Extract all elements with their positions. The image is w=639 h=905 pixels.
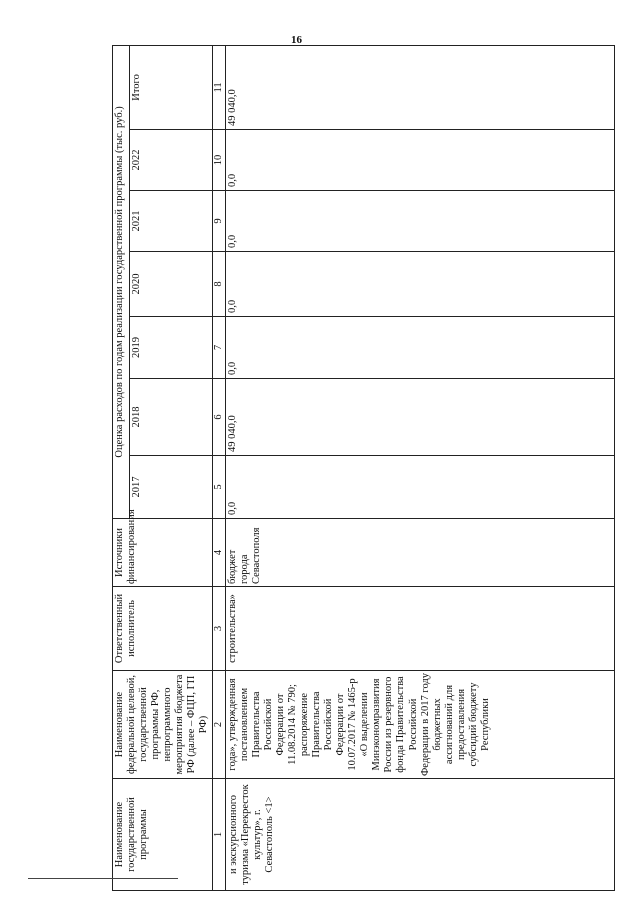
col-number: 9 xyxy=(212,191,225,252)
footer-rule xyxy=(28,878,178,879)
header-program: Наименование государственной программы xyxy=(113,779,213,891)
col-number: 8 xyxy=(212,252,225,317)
header-year-2017: 2017 xyxy=(129,456,212,519)
cell-2017: 0,0 xyxy=(225,456,614,519)
cell-2019: 0,0 xyxy=(225,317,614,379)
col-number: 7 xyxy=(212,317,225,379)
header-estimate: Оценка расходов по годам реализации государственной программы (тыс. руб.) xyxy=(113,45,130,518)
table-row xyxy=(225,45,614,890)
page-number: 16 xyxy=(291,34,302,46)
program-expenses-table xyxy=(112,45,615,891)
header-row-1 xyxy=(113,45,130,890)
col-number: 4 xyxy=(212,519,225,587)
cell-executor: строительства» xyxy=(225,587,614,671)
header-year-2019: 2019 xyxy=(129,317,212,379)
header-executor: Ответственный исполнитель xyxy=(113,587,213,671)
col-number: 1 xyxy=(212,779,225,891)
col-number: 11 xyxy=(212,45,225,129)
header-sources: Источники финансирования xyxy=(113,519,213,587)
column-number-row xyxy=(212,45,225,890)
header-fcp: Наименование федеральной целевой, государственной программы РФ, непрограммного мероприятия бюджета РФ (далее – ФЦП, ГП РФ) xyxy=(113,671,213,779)
col-number: 3 xyxy=(212,587,225,671)
cell-sources: бюджет города Севастополя xyxy=(225,519,614,587)
header-year-2018: 2018 xyxy=(129,379,212,456)
cell-2020: 0,0 xyxy=(225,252,614,317)
cell-total: 49 040,0 xyxy=(225,45,614,129)
col-number: 10 xyxy=(212,130,225,191)
col-number: 6 xyxy=(212,379,225,456)
col-number: 5 xyxy=(212,456,225,519)
cell-2022: 0,0 xyxy=(225,130,614,191)
cell-2018: 49 040,0 xyxy=(225,379,614,456)
rotated-table-container xyxy=(112,46,615,891)
cell-program: и экскурсионного туризма «Перекресток культур», г. Севастополь <1> xyxy=(225,779,614,891)
cell-2021: 0,0 xyxy=(225,191,614,252)
header-year-2021: 2021 xyxy=(129,191,212,252)
col-number: 2 xyxy=(212,671,225,779)
header-year-2020: 2020 xyxy=(129,252,212,317)
header-year-2022: 2022 xyxy=(129,130,212,191)
cell-fcp: года», утвержденная постановлением Правительства Российской Федерации от 11.08.2014 № 790; распоряжение Правительства Российской Федерации от 10.07.2017 № 1465-р «О выделении Минэкономразвития России из резервного фонда Правительства Российской Федерации в 2017 году бюджетных ассигнований для предоставления субсидий бюджету Республики xyxy=(225,671,614,779)
header-total: Итого xyxy=(129,45,212,129)
